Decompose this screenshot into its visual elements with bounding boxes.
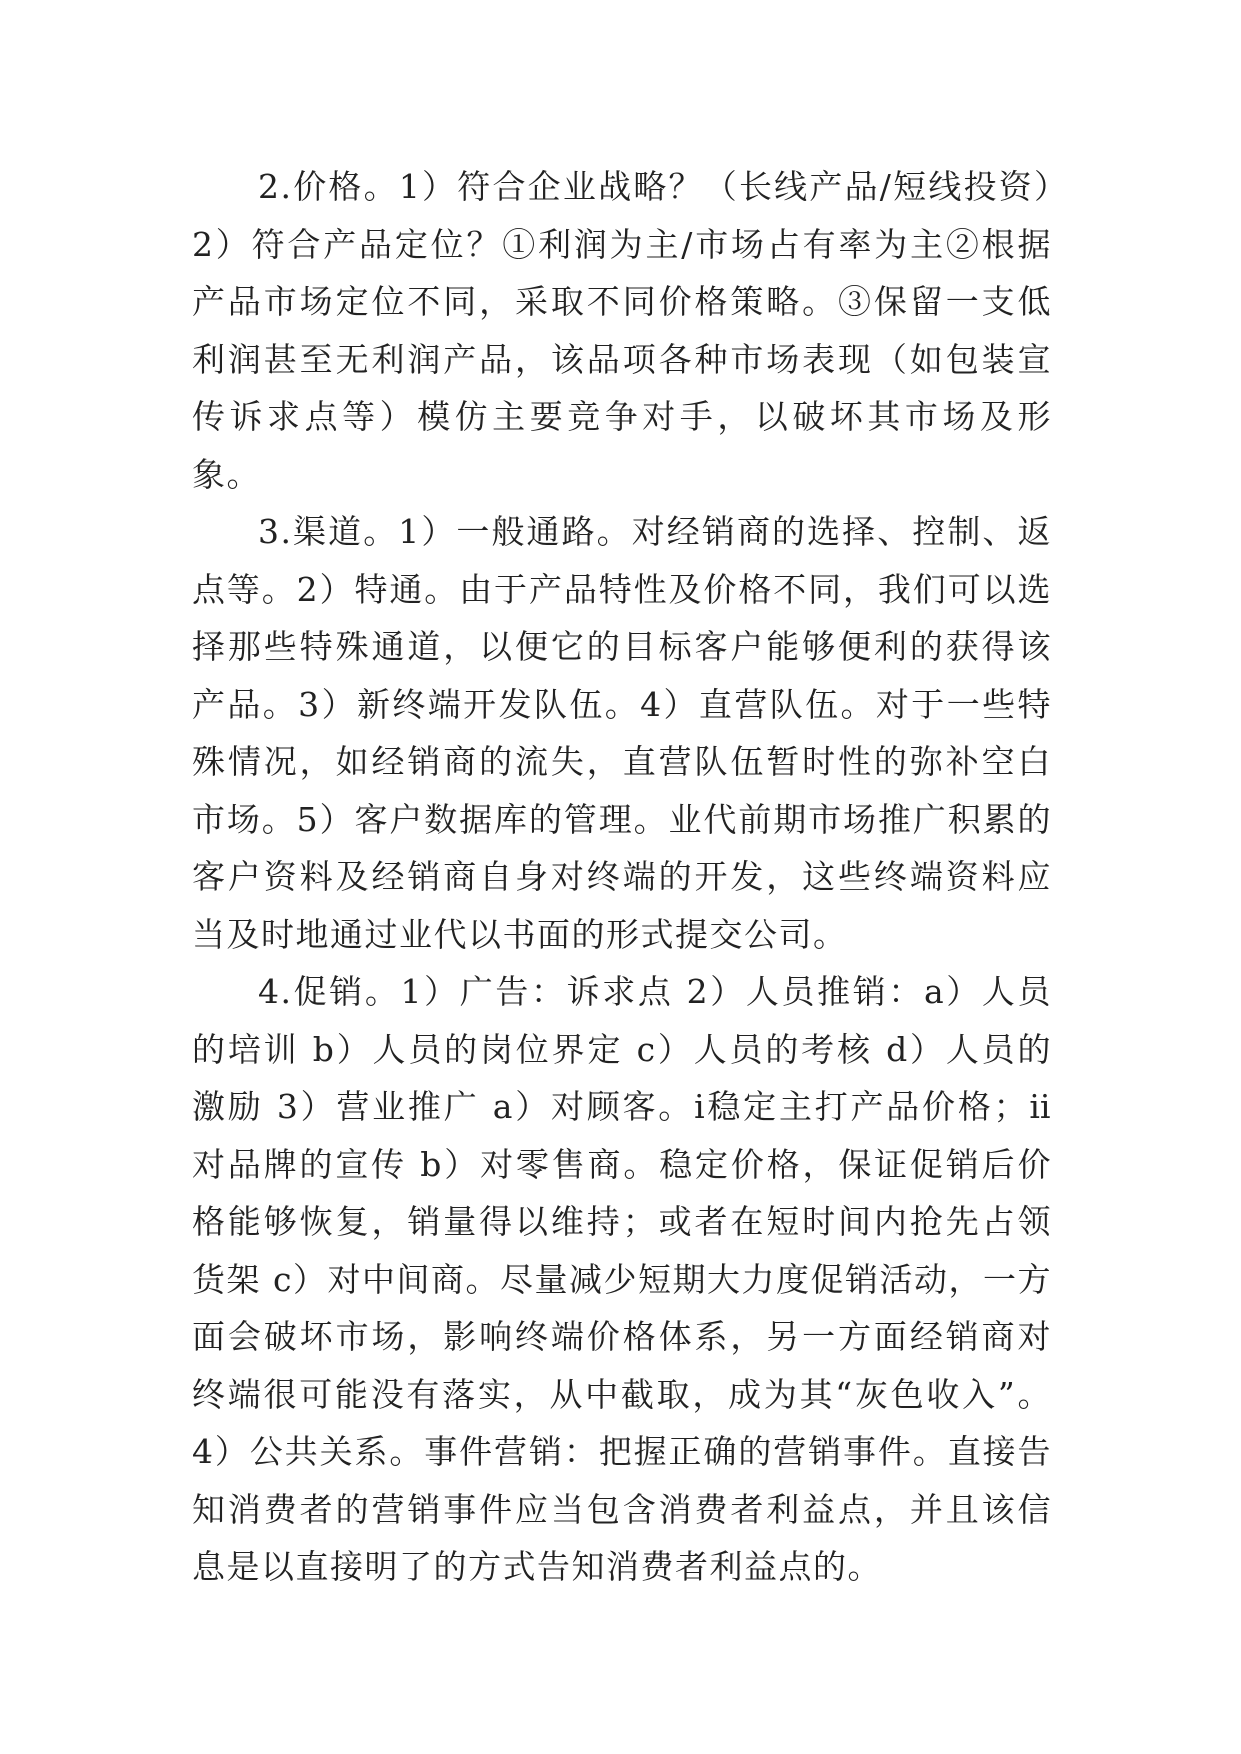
paragraph-channel: 3.渠道。1）一般通路。对经销商的选择、控制、返点等。2）特通。由于产品特性及价格不同，我们可以选择那些特殊通道，以便它的目标客户能够便利的获得该产品。3）新终端开发队伍。4）直营队伍。对于一些特殊情况，如经销商的流失，直营队伍暂时性的弥补空白市场。5）客户数据库的管理。业代前期市场推广积累的客户资料及经销商自身对终端的开发，这些终端资料应当及时地通过业代以书面的形式提交公司。 xyxy=(192,512,1052,954)
paragraph-price: 2.价格。1）符合企业战略？（长线产品/短线投资）2）符合产品定位？①利润为主/市场占有率为主②根据产品市场定位不同，采取不同价格策略。③保留一支低利润甚至无利润产品，该品项各种市场表现（如包装宣传诉求点等）模仿主要竞争对手，以破坏其市场及形象。 xyxy=(192,167,1052,494)
paragraph-promotion: 4.促销。1）广告：诉求点 2）人员推销：a）人员的培训 b）人员的岗位界定 c）人员的考核 d）人员的激励 3）营业推广 a）对顾客。ⅰ稳定主打产品价格；ⅱ对品牌的宣传 b）对零售商。稳定价格，保证促销后价格能够恢复，销量得以维持；或者在短时间内抢先占领货架 c）对中间商。尽量减少短期大力度促销活动，一方面会破坏市场，影响终端价格体系，另一方面经销商对终端很可能没有落实，从中截取，成为其“灰色收入”。4）公共关系。事件营销：把握正确的营销事件。直接告知消费者的营销事件应当包含消费者利益点，并且该信息是以直接明了的方式告知消费者利益点的。 xyxy=(192,972,1052,1586)
document-body xyxy=(192,158,1052,1596)
